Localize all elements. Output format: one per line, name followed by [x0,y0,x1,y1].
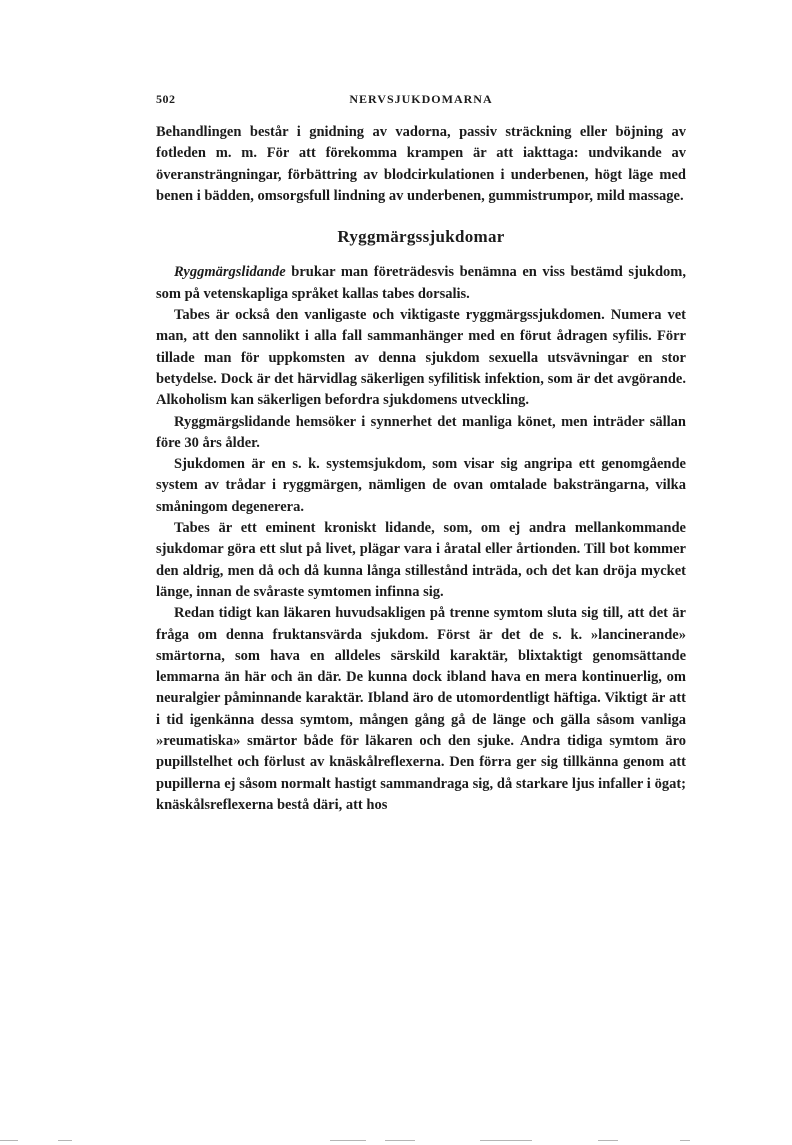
scan-mark [385,1140,415,1141]
scan-mark [598,1140,618,1141]
section-first-paragraph-rest: brukar man företrädesvis benämna en viss bestämd sjukdom, som på vetenskapliga språket kallas tabes dorsalis. [156,264,686,302]
page-number: 502 [156,92,176,106]
section-term: Ryggmärgslidande [174,264,286,281]
paragraph-chronic-course: Tabes är ett eminent kroniskt lidande, som, om ej andra mellankommande sjukdomar göra ett slut på livet, plägar vara i åratal eller årtionden. Till bot kommer den aldrig, men då och då kunna långa stillestånd inträda, och det kan dröja mycket länge, innan de svåraste symtomen infinna sig. [156,520,686,600]
scan-mark [58,1140,72,1141]
paragraph-early-symptoms: Redan tidigt kan läkaren huvudsakligen på trenne symtom sluta sig till, att det är fråga om denna fruktansvärda sjukdom. Först är det de s. k. »lancinerande» smärtorna, som hava en alldeles särskild karaktär, blixtaktigt genomsättande lemmarna än här och än där. De kunna dock ibland hava en mera kontinuerlig, om neuralgier påminnande karaktär. Ibland äro de utomordentligt häftiga. Viktigt är att i tid igenkänna dessa symtom, mången gång gå de länge och gälla såsom vanliga »reumatiska» smärtor både för läkaren och den sjuke. Andra tidiga symtom äro pupillstelhet och förlust av knäskålreflexerna. Den förra ger sig tillkänna genom att pupillerna ej såsom normalt hastigt sammandraga sig, då starkare ljus infaller i ögat; knäskålsreflexerna bestå däri, att hos [156,605,686,813]
scan-mark [0,1140,18,1141]
section-first-paragraph [156,262,686,305]
scan-edge-marks [0,1137,792,1145]
running-header [156,92,686,108]
running-title: NERVSJUKDOMARNA [349,92,493,106]
paragraph-incidence: Ryggmärgslidande hemsöker i synnerhet det manliga könet, men inträder sällan före 30 års ålder. [156,413,686,451]
paragraph-tabes-common: Tabes är också den vanligaste och viktigaste ryggmärgssjukdomen. Numera vet man, att den sannolikt i alla fall sammanhänger med en förut ådragen syfilis. Förr tillade man för uppkomsten av denna sjukdom sexuella utsvävningar en stor betydelse. Dock är det härvidlag säkerligen syfilitisk infektion, som är det avgörande. Alkoholism kan säkerligen befordra sjukdomens utveckling. [156,307,686,409]
intro-paragraph: Behandlingen består i gnidning av vadorna, passiv sträckning eller böjning av fotleden m. m. För att förekomma krampen är att iakttaga: undvikande av överansträngningar, förbättring av blodcirkulationen i underbenen, högt läge med benen i bädden, omsorgsfull lindning av underbenen, gummistrumpor, mild massage. [156,124,686,204]
scan-mark [480,1140,532,1141]
body-text [156,122,686,816]
scan-mark [680,1140,690,1141]
paragraph-system-disease: Sjukdomen är en s. k. systemsjukdom, som visar sig angripa ett genomgående system av trådar i ryggmärgen, nämligen de ovan omtalade baksträngarna, vilka småningom degenerera. [156,456,686,515]
scan-mark [330,1140,366,1141]
section-heading: Ryggmärgssjukdomar [337,227,505,247]
